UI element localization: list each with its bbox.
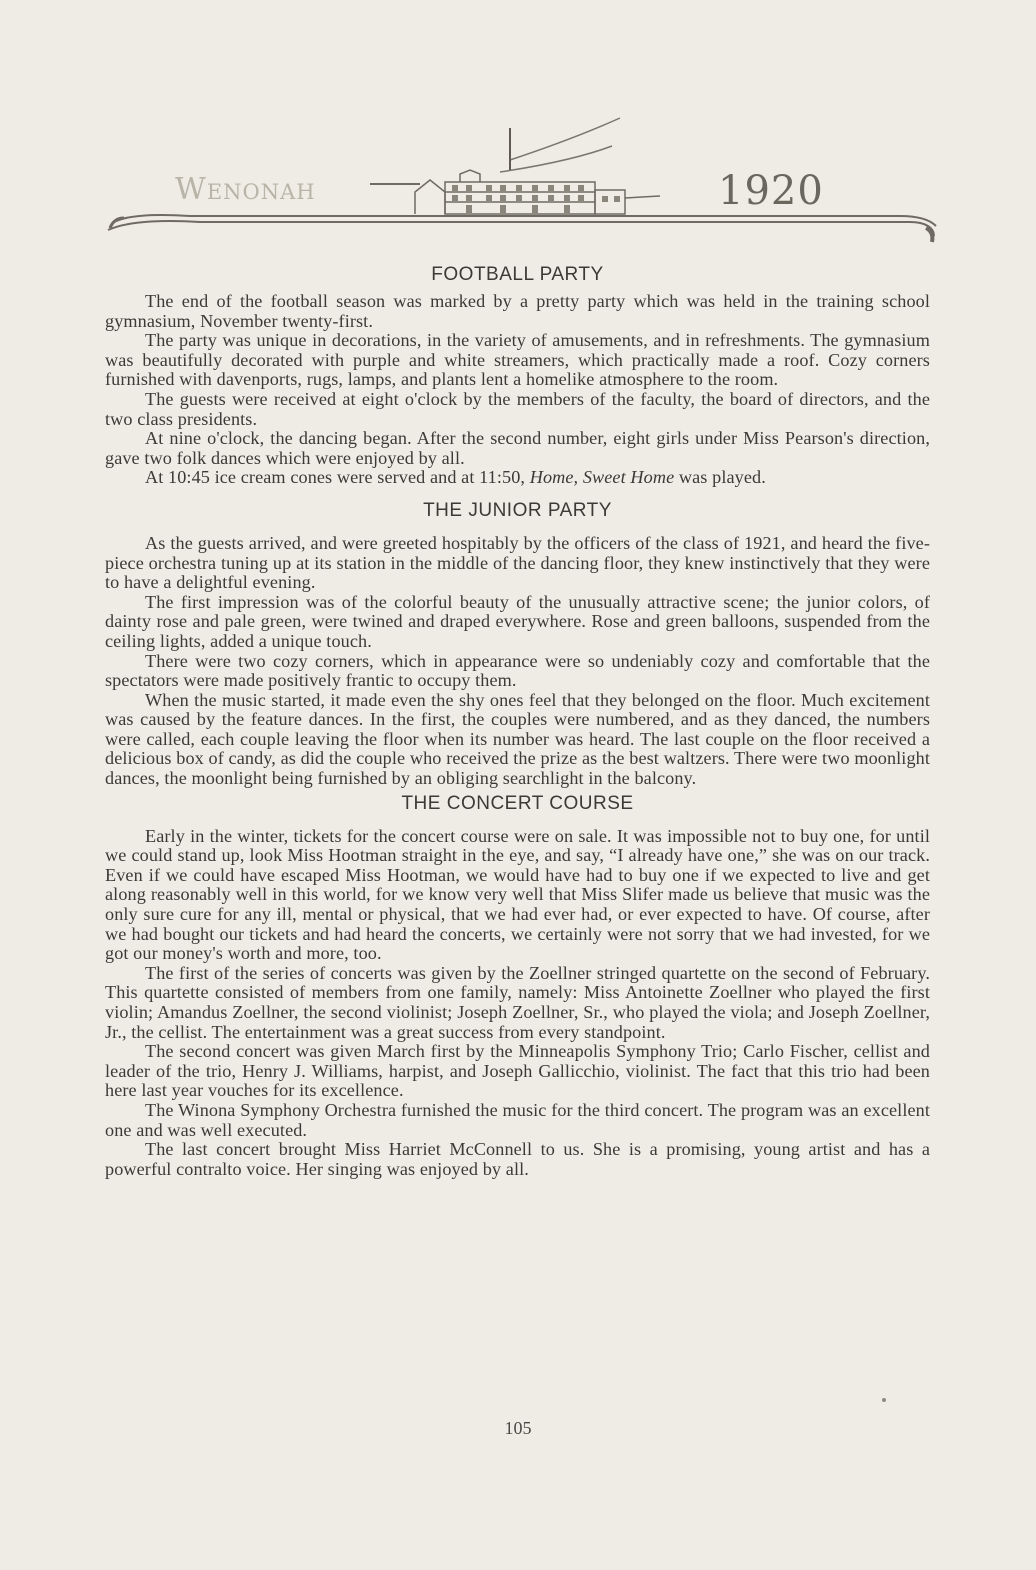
paragraph: The second concert was given March first by the Minneapolis Symphony Trio; Carlo Fischer, cellist and leader of the trio, Henry J. Williams, harpist, and Joseph Gallicchio, violinist. The fact that this trio had been here last year vouches for its excellence. <box>105 1041 930 1101</box>
paragraph: As the guests arrived, and were greeted hospitably by the officers of the class of 1921, and heard the five-piece orchestra tuning up at its station in the middle of the dancing floor, they knew instinctively that they were to have a delightful evening. <box>105 532 930 593</box>
paragraph: When the music started, it made even the shy ones feel that they belonged on the floor. Much excitement was caused by the feature dances. In the first, the couples were numbered, and as they danced, the numbers were called, each couple leaving the floor when its number was heard. The last couple on the floor received a delicious box of candy, as did the couple who received the prize as the best waltzers. There were two moonlight dances, the moonlight being furnished by an obliging searchlight in the balcony. <box>105 689 930 789</box>
paragraph: The Winona Symphony Orchestra furnished the music for the third concert. The program was an excellent one and was well executed. <box>105 1099 930 1140</box>
page-header <box>100 110 940 250</box>
section-football-party <box>105 262 930 488</box>
paragraph: The end of the football season was marked by a pretty party which was held in the training school gymnasium, November twenty-first. <box>105 291 930 331</box>
ink-spot <box>882 1398 886 1402</box>
paragraph: The first impression was of the colorful beauty of the unusually attractive scene; the junior colors, of dainty rose and pale green, were twined and draped everywhere. Rose and green balloons, suspended from the ceiling lights, added a unique touch. <box>105 591 930 651</box>
yearbook-title: Wenonah <box>175 172 316 207</box>
page-content <box>105 262 930 1179</box>
paragraph: At nine o'clock, the dancing began. After the second number, eight girls under Miss Pearson's direction, gave two folk dances which were enjoyed by all. <box>105 428 930 468</box>
section-title: FOOTBALL PARTY <box>431 264 604 285</box>
paragraph: The party was unique in decorations, in the variety of amusements, and in refreshments. The gymnasium was beautifully decorated with purple and white streamers, which practically made a roof. Cozy corners furnished with davenports, rugs, lamps, and plants lent a homelike atmosphere to the room. <box>105 330 930 390</box>
paragraph <box>105 468 930 488</box>
section-title: THE CONCERT COURSE <box>401 792 634 814</box>
section-concert-course <box>105 791 930 1180</box>
paragraph: The guests were received at eight o'clock by the members of the faculty, the board of directors, and the two class presidents. <box>105 388 930 429</box>
paragraph-text: was played. <box>674 467 766 488</box>
paragraph: Early in the winter, tickets for the concert course were on sale. It was impossible not to buy one, for until we could stand up, look Miss Hootman straight in the eye, and say, “I already have one,” she was on our track. Even if we could have escaped Miss Hootman, we would have had to buy one if we expected to live and get along reasonably well in this world, for we know very well that Miss Slifer made us believe that music was the only sure cure for any ill, mental or physical, that we had ever had, or ever expected to have. Of course, after we had bought our tickets and had heard the concerts, we certainly were not sorry that we had invested, for we got our money's worth and more, too. <box>105 825 930 964</box>
page-number: 105 <box>504 1418 532 1438</box>
paragraph-text: At 10:45 ice cream cones were served and at 11:50, <box>145 467 530 488</box>
section-title: THE JUNIOR PARTY <box>423 499 612 521</box>
section-junior-party <box>105 498 930 789</box>
song-title: Home, Sweet Home <box>529 467 675 488</box>
paragraph: The last concert brought Miss Harriet McConnell to us. She is a promising, young artist and has a powerful contralto voice. Her singing was enjoyed by all. <box>105 1139 930 1179</box>
paragraph: The first of the series of concerts was given by the Zoellner stringed quartette on the second of February. This quartette consisted of members from one family, namely: Miss Antoinette Zoellner who played the first violin; Amandus Zoellner, the second violinist; Joseph Zoellner, Sr., who played the viola; and Joseph Zoellner, Jr., the cellist. The entertainment was a great success from every standpoint. <box>105 962 930 1042</box>
yearbook-year: 1920 <box>718 168 824 214</box>
paragraph: There were two cozy corners, which in appearance were so undeniably cozy and comfortable that the spectators were made positively frantic to occupy them. <box>105 650 930 691</box>
